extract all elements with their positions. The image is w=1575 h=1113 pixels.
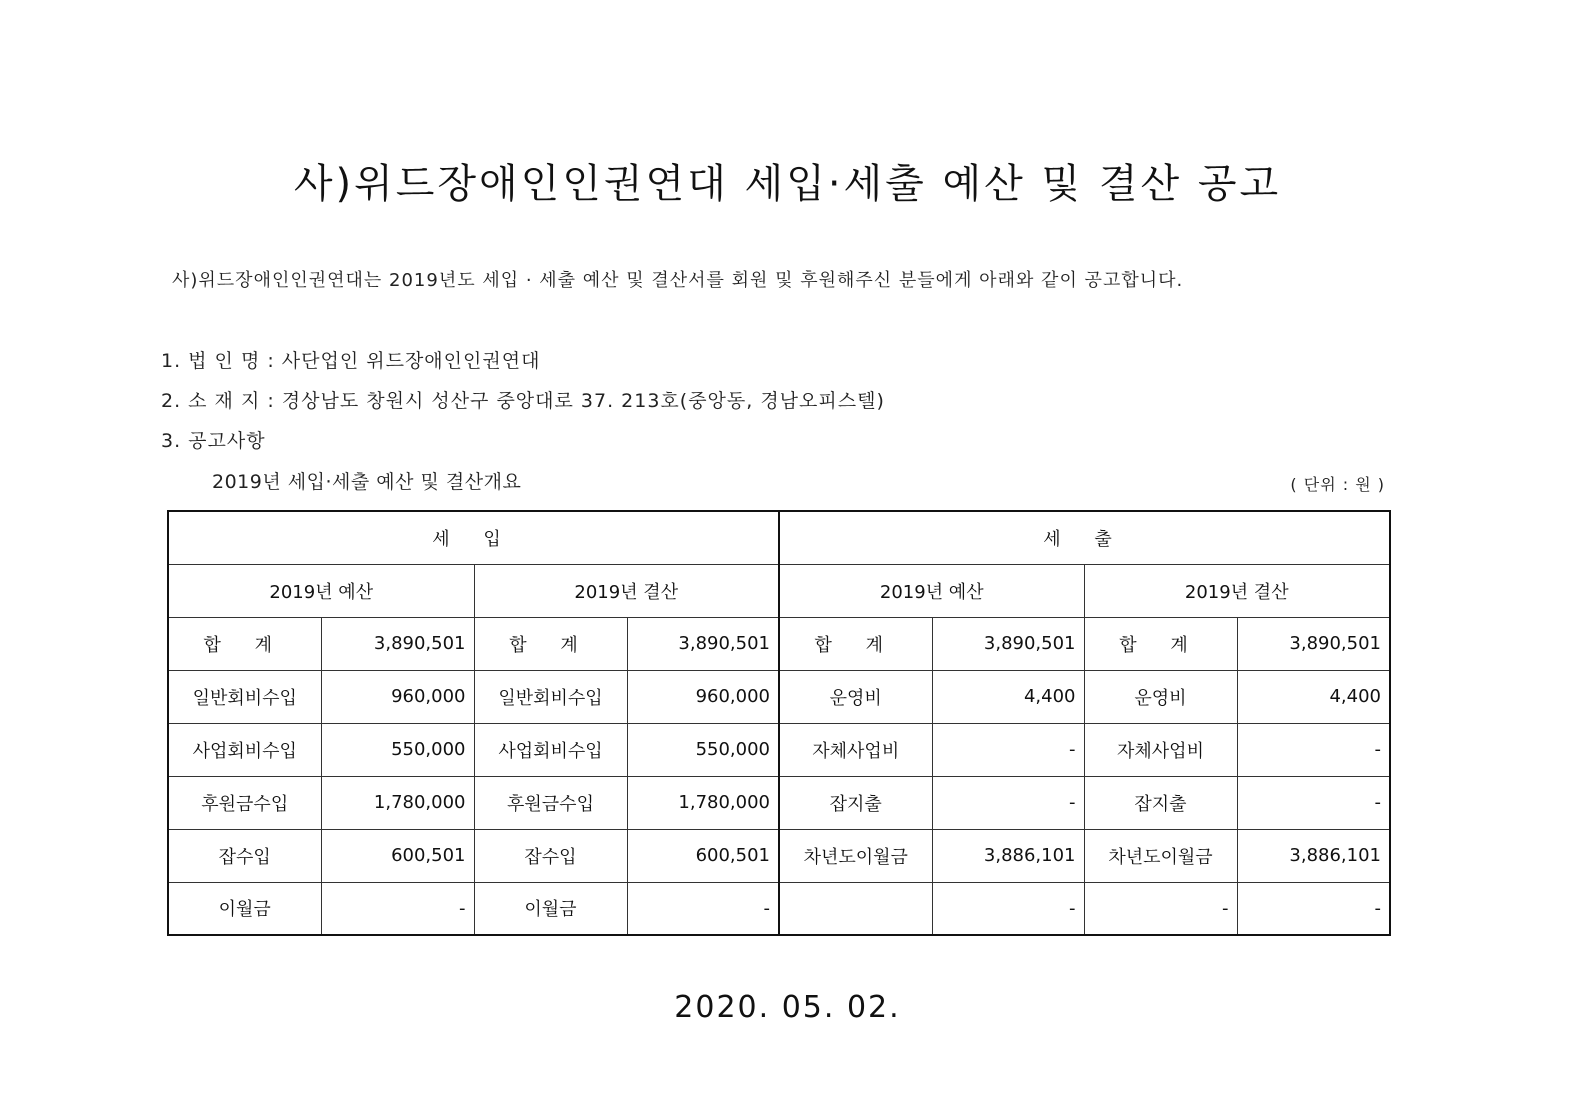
table-cell: 600,501: [627, 829, 779, 882]
expense-header: 세 출: [779, 511, 1390, 564]
table-cell: 600,501: [321, 829, 474, 882]
notice-date: 2020. 05. 02.: [674, 990, 901, 1025]
info-corp-name: 1. 법 인 명 : 사단업인 위드장애인인권연대: [161, 350, 541, 372]
table-cell: 후원금수입: [168, 776, 321, 829]
table-cell: -: [1237, 723, 1390, 776]
table-row: [168, 617, 1390, 670]
table-cell: 자체사업비: [1084, 723, 1237, 776]
table-cell: 잡지출: [779, 776, 932, 829]
table-cell: 이월금: [474, 882, 627, 935]
table-cell: [779, 882, 932, 935]
table-cell: 3,890,501: [932, 617, 1084, 670]
table-row: [168, 723, 1390, 776]
table-cell: 3,890,501: [1237, 617, 1390, 670]
table-cell: -: [321, 882, 474, 935]
table-cell: -: [932, 723, 1084, 776]
info-address: 2. 소 재 지 : 경상남도 창원시 성산구 중앙대로 37. 213호(중앙동, 경남오피스텔): [161, 390, 885, 412]
unit-label: ( 단위 : 원 ): [1290, 475, 1385, 494]
table-cell: 합 계: [779, 617, 932, 670]
table-cell: 차년도이월금: [779, 829, 932, 882]
table-cell: -: [932, 776, 1084, 829]
table-cell: -: [627, 882, 779, 935]
document-title: 사)위드장애인인권연대 세입·세출 예산 및 결산 공고: [293, 161, 1282, 207]
table-row: [168, 776, 1390, 829]
table-cell: 잡지출: [1084, 776, 1237, 829]
info-notice: 3. 공고사항: [161, 430, 266, 452]
table-cell: 3,890,501: [627, 617, 779, 670]
table-cell: 운영비: [1084, 670, 1237, 723]
table-cell: 960,000: [627, 670, 779, 723]
revenue-header: 세 입: [168, 511, 779, 564]
table-cell: -: [932, 882, 1084, 935]
table-row: [168, 829, 1390, 882]
table-cell: 잡수입: [168, 829, 321, 882]
table-cell: 후원금수입: [474, 776, 627, 829]
table-cell: 자체사업비: [779, 723, 932, 776]
table-cell: 1,780,000: [627, 776, 779, 829]
table-cell: 합 계: [474, 617, 627, 670]
sub-header-row: [168, 564, 1390, 617]
table-cell: 4,400: [1237, 670, 1390, 723]
table-cell: -: [1237, 776, 1390, 829]
table-cell: 차년도이월금: [1084, 829, 1237, 882]
table-cell: 1,780,000: [321, 776, 474, 829]
table-cell: 합 계: [168, 617, 321, 670]
table-row: [168, 882, 1390, 935]
table-cell: 일반회비수입: [474, 670, 627, 723]
table-cell: 960,000: [321, 670, 474, 723]
table-cell: 사업회비수입: [168, 723, 321, 776]
table-cell: 운영비: [779, 670, 932, 723]
table-row: [168, 670, 1390, 723]
sub-header: 2019년 결산: [1084, 564, 1390, 617]
table-cell: 이월금: [168, 882, 321, 935]
sub-header: 2019년 결산: [474, 564, 779, 617]
table-cell: 합 계: [1084, 617, 1237, 670]
sub-header: 2019년 예산: [779, 564, 1084, 617]
table-cell: 550,000: [321, 723, 474, 776]
table-cell: 4,400: [932, 670, 1084, 723]
table-cell: -: [1084, 882, 1237, 935]
table-cell: 3,890,501: [321, 617, 474, 670]
table-cell: 잡수입: [474, 829, 627, 882]
table-title: 2019년 세입·세출 예산 및 결산개요: [212, 471, 522, 493]
table-cell: -: [1237, 882, 1390, 935]
intro-paragraph: 사)위드장애인인권연대는 2019년도 세입 · 세출 예산 및 결산서를 회원 및 후원해주신 분들에게 아래와 같이 공고합니다.: [172, 270, 1184, 291]
table-cell: 550,000: [627, 723, 779, 776]
table-cell: 사업회비수입: [474, 723, 627, 776]
table-cell: 일반회비수입: [168, 670, 321, 723]
table-cell: 3,886,101: [1237, 829, 1390, 882]
section-header-row: [168, 511, 1390, 564]
table-cell: 3,886,101: [932, 829, 1084, 882]
sub-header: 2019년 예산: [168, 564, 474, 617]
budget-table: [167, 510, 1391, 936]
